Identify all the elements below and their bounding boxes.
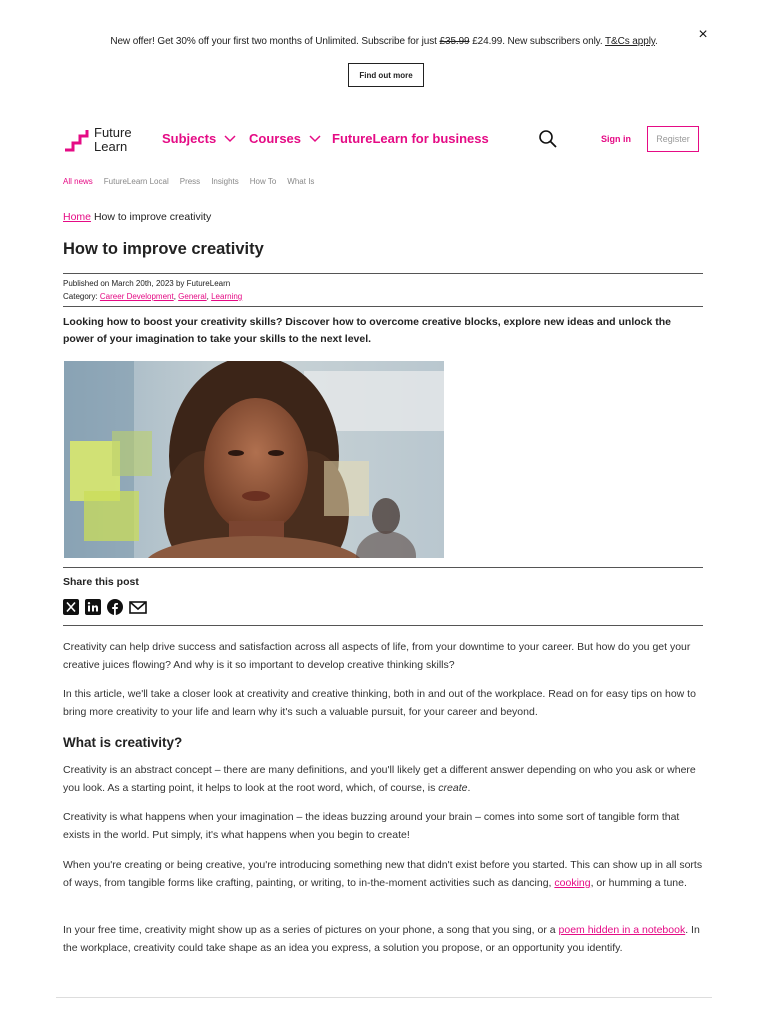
subnav-press[interactable]: Press	[179, 177, 201, 186]
promo-banner	[0, 0, 768, 100]
subnav-what-is[interactable]: What Is	[287, 177, 315, 186]
email-icon[interactable]	[129, 599, 145, 615]
paragraph-text: Creativity is an abstract concept – there are many definitions, and you'll likely get a different answer depending on who you ask or where you look. As a starting point, it helps to look at the root word, which, of course, is	[63, 764, 696, 794]
logo-text-line1: Future	[94, 125, 132, 140]
published-date: Published on March 20th, 2023 by FutureLearn	[63, 279, 231, 288]
subnav-futurelearn-local[interactable]: FutureLearn Local	[103, 177, 169, 186]
promo-text-end: £24.99. New subscribers only.	[469, 36, 606, 47]
breadcrumb-home[interactable]: Home	[63, 211, 92, 223]
sign-in-link[interactable]: Sign in	[601, 134, 631, 144]
linkedin-icon[interactable]	[85, 599, 101, 615]
search-icon[interactable]	[538, 129, 558, 149]
nav-courses-label: Courses	[249, 131, 302, 146]
chevron-down-icon	[309, 131, 321, 146]
breadcrumb-current: How to improve creativity	[93, 211, 212, 223]
register-button[interactable]: Register	[647, 126, 699, 152]
paragraph-text: When you're creating or being creative, you're introducing something new that didn't exist before you started. This can show up in all sorts of ways, from tangible forms like crafting, painting, or writing, to in-the-moment activities such as dancing,	[63, 859, 703, 889]
promo-text	[0, 36, 768, 47]
paragraph	[63, 761, 705, 797]
nav-subjects-label: Subjects	[162, 131, 217, 146]
paragraph-text: , or humming a tune.	[590, 877, 687, 889]
category-learning[interactable]: Learning	[211, 292, 243, 301]
article-categories: Category: Career Development, General, Learning	[63, 292, 243, 301]
facebook-icon[interactable]	[107, 599, 123, 615]
subnav-how-to[interactable]: How To	[249, 177, 277, 186]
nav-futurelearn-for-business[interactable]	[332, 131, 489, 146]
find-out-more-button[interactable]: Find out more	[348, 63, 424, 87]
logo-mark-icon	[64, 128, 90, 152]
paragraph	[63, 856, 705, 892]
promo-text-start: New offer! Get 30% off your first two months of Unlimited. Subscribe for just	[110, 36, 440, 47]
cooking-link[interactable]: cooking	[554, 877, 591, 889]
paragraph-text: . In the workplace, creativity could take shape as an idea you express, a solution you propose, or an opportunity you identify.	[63, 924, 700, 954]
futurelearn-logo[interactable]	[64, 126, 144, 154]
nav-business-label: FutureLearn for business	[332, 131, 489, 146]
paragraph: In this article, we'll take a closer look at creativity and creative thinking, both in and out of the workplace. Read on for easy tips on how to bring more creativity to your life and learn why it's such a valuable pursuit, for your career and beyond.	[63, 688, 696, 718]
paragraph: Creativity is what happens when your imagination – the ideas buzzing around your brain – comes into some sort of tangible form that exists in the world. Put simply, it's what happens when you begin to create!	[63, 811, 680, 841]
divider	[63, 567, 703, 568]
news-subnav	[63, 177, 314, 186]
divider	[63, 625, 703, 626]
paragraph-text: .	[467, 782, 471, 794]
nav-subjects[interactable]	[162, 131, 236, 146]
tcs-link[interactable]: T&Cs apply	[605, 36, 655, 47]
divider	[56, 997, 712, 998]
hero-image	[64, 361, 444, 558]
poem-notebook-link[interactable]: poem hidden in a notebook	[558, 924, 686, 936]
page-title: How to improve creativity	[63, 240, 264, 258]
subnav-all-news[interactable]: All news	[63, 177, 93, 186]
article-lead: Looking how to boost your creativity skills? Discover how to overcome creative blocks, explore new ideas and unlock the power of your imagination to take your skills to the next level.	[63, 316, 671, 345]
paragraph: Creativity can help drive success and satisfaction across all aspects of life, from your downtime to your career. But how do you get your creative juices flowing? And why is it so important to develop creative thinking skills?	[63, 641, 691, 671]
x-icon[interactable]	[63, 599, 79, 615]
promo-text-suffix: .	[654, 36, 658, 47]
promo-old-price: £35.99	[439, 36, 470, 47]
category-label: Category:	[63, 292, 100, 301]
logo-text-line2: Learn	[94, 139, 128, 154]
category-general[interactable]: General	[178, 292, 207, 301]
chevron-down-icon	[224, 131, 236, 146]
share-title: Share this post	[63, 576, 139, 588]
emphasis-text: create	[438, 782, 468, 794]
divider	[63, 273, 703, 274]
section-heading: What is creativity?	[63, 735, 183, 750]
nav-courses[interactable]	[249, 131, 321, 146]
breadcrumb	[63, 211, 211, 223]
close-icon[interactable]: ×	[698, 26, 708, 43]
subnav-insights[interactable]: Insights	[211, 177, 239, 186]
paragraph	[63, 921, 705, 957]
divider	[63, 306, 703, 307]
paragraph-text: In your free time, creativity might show up as a series of pictures on your phone, a song that you sing, or a	[63, 924, 559, 936]
category-career-development[interactable]: Career Development	[99, 292, 174, 301]
share-icons	[63, 599, 145, 615]
